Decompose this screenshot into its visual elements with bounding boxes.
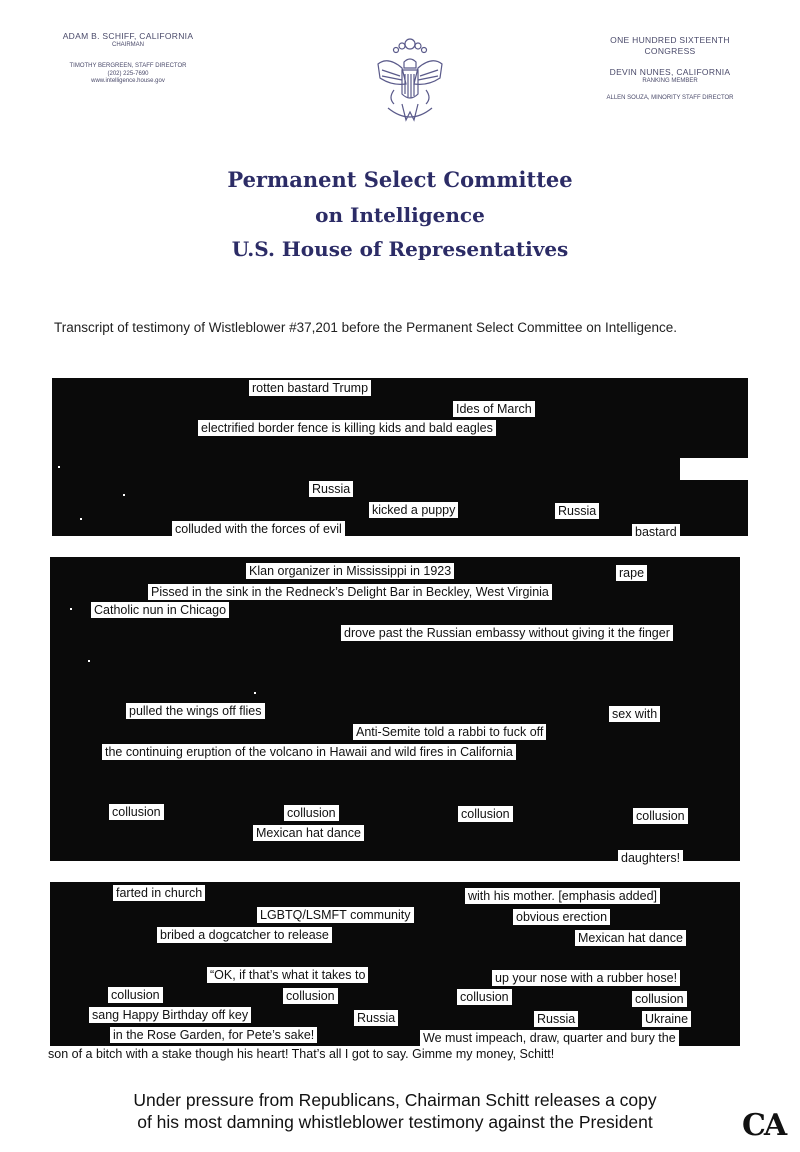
unredacted-text: rotten bastard Trump [249, 380, 371, 396]
minority-staff-director: ALLEN SOUZA, MINORITY STAFF DIRECTOR [606, 95, 734, 102]
unredacted-text: Klan organizer in Mississippi in 1923 [246, 563, 454, 579]
unredacted-text: Mexican hat dance [253, 825, 364, 841]
speck [123, 494, 125, 496]
unredacted-text: Russia [309, 481, 353, 497]
speck [58, 466, 60, 468]
caption [60, 1089, 730, 1133]
unredacted-text: drove past the Russian embassy without giving it the finger [341, 625, 673, 641]
unredacted-text: daughters! [618, 850, 683, 866]
unredacted-text: Mexican hat dance [575, 930, 686, 946]
letterhead-ranking-member [590, 35, 750, 103]
website: www.intelligence.house.gov [91, 78, 165, 85]
committee-title-line3: U.S. House of Representatives [231, 237, 569, 261]
committee-title-line1: Permanent Select Committee [227, 167, 573, 192]
unredacted-text: in the Rose Garden, for Pete’s sake! [110, 1027, 317, 1043]
ranking-member-name: DEVIN NUNES, CALIFORNIA [609, 67, 731, 78]
unredacted-text: collusion [457, 989, 512, 1005]
unredacted-text: Russia [534, 1011, 578, 1027]
congress-label: ONE HUNDRED SIXTEENTH CONGRESS [610, 35, 730, 56]
transcript-intro: Transcript of testimony of Wistleblower #37,201 before the Permanent Select Committee on Intelligence. [54, 320, 678, 335]
unredacted-text: Russia [354, 1010, 398, 1026]
unredacted-text: with his mother. [emphasis added] [465, 888, 660, 904]
unredacted-text: bastard [632, 524, 680, 540]
unredacted-text: Ukraine [642, 1011, 691, 1027]
unredacted-text: electrified border fence is killing kids and bald eagles [198, 420, 496, 436]
ranking-member-role: RANKING MEMBER [642, 77, 698, 84]
ca-logo: CA [742, 1108, 786, 1143]
phone-number: (202) 225-7690 [107, 70, 149, 77]
unredacted-text: the continuing eruption of the volcano in Hawaii and wild fires in California [102, 744, 516, 760]
caption-line2: of his most damning whistleblower testimony against the President [137, 1112, 653, 1132]
speck [80, 518, 82, 520]
unredacted-text: farted in church [113, 885, 205, 901]
unredacted-text: Ides of March [453, 401, 535, 417]
unredacted-text: collusion [108, 987, 163, 1003]
chairman-role: CHAIRMAN [111, 41, 144, 48]
chairman-name: ADAM B. SCHIFF, CALIFORNIA [62, 31, 194, 41]
unredacted-text: We must impeach, draw, quarter and bury the [420, 1030, 679, 1046]
unredacted-text: up your nose with a rubber hose! [492, 970, 680, 986]
unredacted-text: LGBTQ/LSMFT community [257, 907, 414, 923]
caption-line1: Under pressure from Republicans, Chairman Schitt releases a copy [133, 1090, 657, 1110]
unredacted-text: pulled the wings off flies [126, 703, 265, 719]
unredacted-text: Catholic nun in Chicago [91, 602, 229, 618]
unredacted-text: collusion [109, 804, 164, 820]
speck [88, 660, 90, 662]
unredacted-text: Russia [555, 503, 599, 519]
eagle-seal-icon [368, 34, 452, 130]
unredacted-text: Anti-Semite told a rabbi to fuck off [353, 724, 546, 740]
unredacted-text: obvious erection [513, 909, 610, 925]
unredacted-text: collusion [284, 805, 339, 821]
speck [254, 692, 256, 694]
unredacted-text: bribed a dogcatcher to release [157, 927, 332, 943]
staff-director: TIMOTHY BERGREEN, STAFF DIRECTOR [69, 63, 187, 70]
unredacted-text: Pissed in the sink in the Redneck’s Delight Bar in Beckley, West Virginia [148, 584, 552, 600]
unredacted-text: collusion [633, 808, 688, 824]
committee-title-line2: on Intelligence [315, 203, 485, 227]
unredacted-text: kicked a puppy [369, 502, 458, 518]
whitespace-gap [680, 458, 748, 480]
unredacted-text: sex with [609, 706, 660, 722]
unredacted-text: rape [616, 565, 647, 581]
letterhead-chairman [58, 31, 198, 86]
closing-line: son of a bitch with a stake though his heart! That’s all I got to say. Gimme my money, Schitt! [48, 1047, 555, 1061]
speck [70, 608, 72, 610]
unredacted-text: sang Happy Birthday off key [89, 1007, 251, 1023]
unredacted-text: “OK, if that’s what it takes to [207, 967, 368, 983]
unredacted-text: colluded with the forces of evil [172, 521, 345, 537]
unredacted-text: collusion [458, 806, 513, 822]
unredacted-text: collusion [632, 991, 687, 1007]
unredacted-text: collusion [283, 988, 338, 1004]
redaction-fragment [52, 378, 742, 396]
